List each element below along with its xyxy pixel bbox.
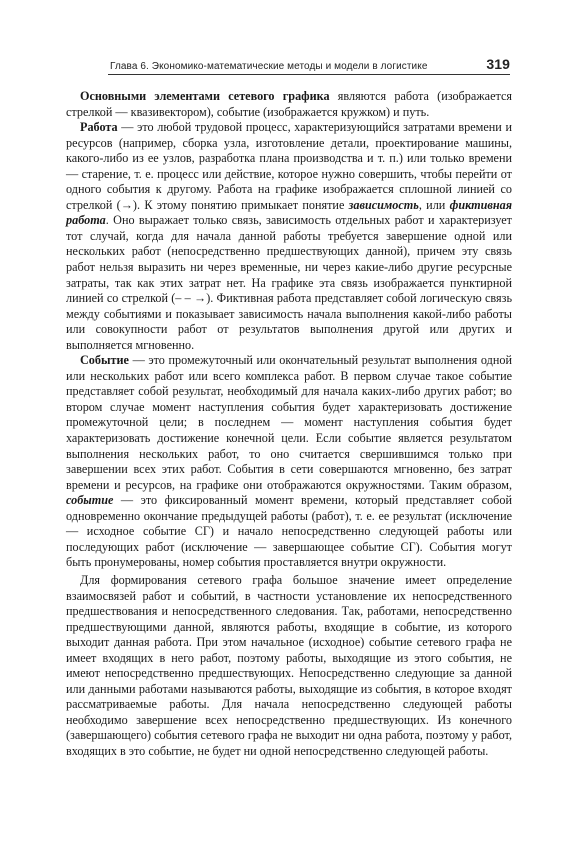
term-dummy-work: фиктивная работа [66,197,512,228]
paragraph-text: являются работа (изображается стрелкой — квазивектором), событие (изображается кружком) и путь. [66,89,512,119]
paragraph-text: — это любой трудовой процесс, характеризующийся затратами времени и ресурсов (например, сборка узла, изготовление детали, проектирование машины, какого-либо из ее узлов, разработка плана производства и т. п.) или только времени — старение, т. е. процесс или действие, которое нужно совершить, чтобы перейти от одного события к другому. Работа на графике изображается сплошной линией со стрелкой (→). К этому понятию примыкает понятие [66,120,512,212]
paragraph-relations [66,573,512,760]
paragraph-network-elements [66,89,512,120]
paragraph-text: , или [418,197,450,212]
paragraph-text: — это фиксированный момент времени, который представляет собой одновременно окончание предыдущей работы (работ), т. е. ее результат (исключение — исходное событие СГ) и начало непосредственно следующей работы или последующих работ (исключение — завершающее событие СГ). События могут быть пронумерованы, номер события проставляется внутри окружности. [66,493,512,570]
header-rule [108,74,510,75]
page-number: 319 [486,56,510,72]
term-network-elements: Основными элементами сетевого графика [80,89,330,103]
term-event: Событие [80,353,129,368]
term-work: Работа [80,120,118,135]
paragraph-text: . Оно выражает только связь, зависимость отдельных работ и характеризует тот случай, когда для начала данной работы требуется завершение одной или нескольких работ (непосредственно предшествующих данной), причем эту связь работ нельзя выразить ни через временные, ни через какие-либо другие ресурсные затраты, так как этих затрат нет. На графике эта связь изображается пунктирной линией со стрелкой (– – →). Фиктивная работа представляет собой логическую связь между событиями и показывает зависимость начала выполнения какой-либо работы или совокупности работ от результатов выполнения другой или других и выполняется мгновенно. [66,213,512,352]
paragraph-text: — это промежуточный или окончательный результат выполнения одной или нескольких работ или всего комплекса работ. В первом случае такое событие представляет собой результат, необходимый для начала каких-либо других работ; во втором случае момент наступления события будет характеризовать достижение промежуточной цели; в последнем — момент наступления события будет характеризовать достижение конечной цели. Если событие является результатом выполнения нескольких работ, то оно считается свершившимся только при завершении всех этих работ. События в сети совершаются мгновенно, без затрат времени и ресурсов, на графике они отображаются окружностями. Таким образом, [66,353,512,492]
term-dependency: зависимость [348,197,419,212]
paragraph-work [66,120,512,353]
paragraph-text: Для формирования сетевого графа большое значение имеет определение взаимосвязей работ и событий, в частности установление их непосредственного предшествования и непосредственного следования. Так, работами, непосредственно предшествующими данной, являются работы, входящие в событие, из которого выходит данная работа. При этом начальное (исходное) событие сетевого графа не имеет входящих в него работ, поэтому работы, выходящие из этого события, не имеют непосредственно предшествующих. Непосредственно следующие за данной или данными работами называются работы, выходящие из события, в которое входят рассматриваемые работы. Для начала непосредственно следующей работы необходимо завершение всех непосредственно предшествующих. Из конечного (завершающего) события сетевого графа не выходит ни одна работа, поэтому у работ, входящих в это событие, не будет ни одной непосредственно следующей работы. [66,572,512,758]
chapter-title: Глава 6. Экономико-математические методы и модели в логистике [110,61,428,72]
body-text [66,89,512,760]
paragraph-event [66,353,512,571]
term-event-italic: событие [66,493,114,508]
